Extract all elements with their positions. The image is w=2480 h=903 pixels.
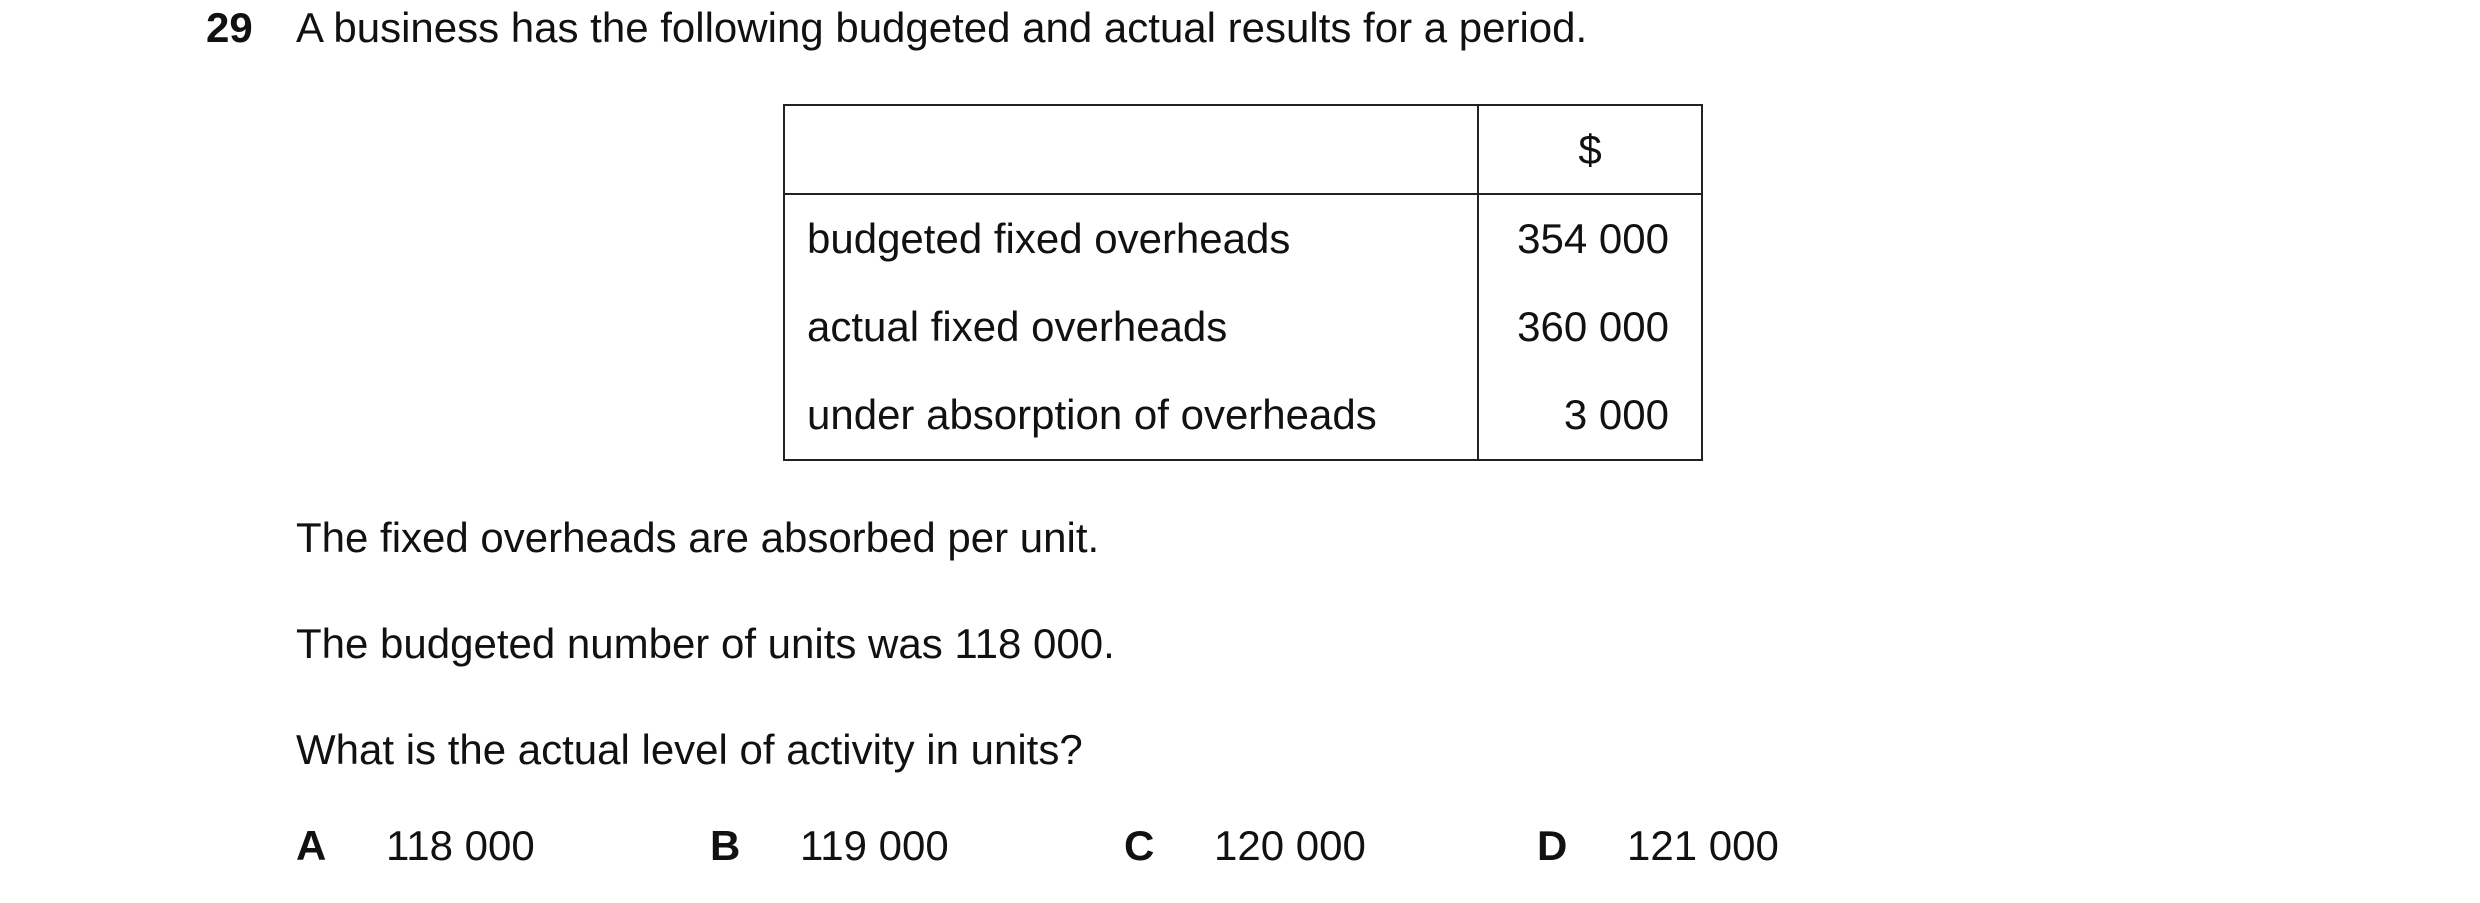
table-row [784,283,1702,371]
row-amount: 354 000 [1478,194,1702,283]
option-d[interactable] [1537,820,1779,872]
option-letter: B [710,822,741,869]
option-letter: C [1124,822,1155,869]
option-c[interactable] [1124,820,1366,872]
option-value: 118 000 [386,822,535,869]
row-label: budgeted fixed overheads [784,194,1478,283]
table-row [784,194,1702,283]
header-currency-cell: $ [1478,105,1702,194]
paragraph-absorption: The fixed overheads are absorbed per unit. [296,514,1100,561]
question-stem: A business has the following budgeted and actual results for a period. [296,4,1588,51]
option-a[interactable] [296,820,535,872]
option-value: 119 000 [800,822,949,869]
option-b[interactable] [710,820,949,872]
option-letter: D [1537,822,1568,869]
option-value: 120 000 [1214,822,1366,869]
option-letter: A [296,822,327,869]
row-label: actual fixed overheads [784,283,1478,371]
question-number: 29 [206,4,253,51]
paragraph-budgeted-units: The budgeted number of units was 118 000. [296,620,1115,667]
header-label-cell [784,105,1478,194]
overheads-table [783,104,1703,461]
row-amount: 360 000 [1478,283,1702,371]
table-header-row [784,105,1702,194]
option-value: 121 000 [1627,822,1779,869]
row-label: under absorption of overheads [784,371,1478,460]
question-prompt: What is the actual level of activity in units? [296,726,1083,773]
row-amount: 3 000 [1478,371,1702,460]
table-row [784,371,1702,460]
